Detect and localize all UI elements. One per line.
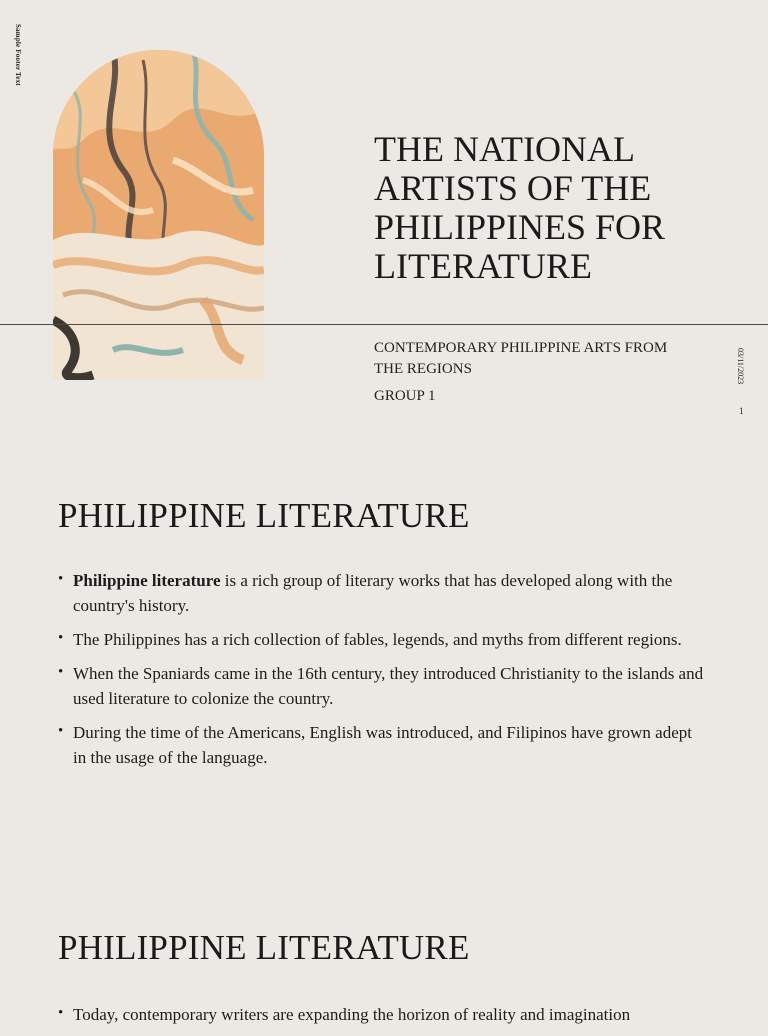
page-number: 1 [739,406,744,416]
list-item [58,720,708,770]
bullet-list [58,1002,708,1036]
divider-line [0,324,768,325]
footer-text-vertical: Sample Footer Text [14,24,22,86]
group-label: GROUP 1 [374,388,436,404]
title-slide [0,0,768,432]
slide-heading: PHILIPPINE LITERATURE [58,928,470,967]
subtitle: CONTEMPORARY PHILIPPINE ARTS FROM THE REGIONS [374,340,668,377]
list-item [58,661,708,711]
marble-artwork [53,50,264,380]
slide-heading: PHILIPPINE LITERATURE [58,496,470,535]
list-item [58,568,708,618]
list-item [58,627,708,652]
list-item-text: The Philippines has a rich collection of fables, legends, and myths from different regions. [73,630,682,649]
list-item-text: During the time of the Americans, English was introduced, and Filipinos have grown adept in the usage of the language. [73,723,692,767]
content-slide-2 [0,880,768,1024]
slide-date: 03/11/2023 [736,348,745,385]
list-item [58,1002,708,1027]
list-item-text: Today, contemporary writers are expanding the horizon of reality and imagination [73,1005,631,1024]
bold-term: Philippine literature [73,571,221,590]
bullet-list [58,568,708,779]
list-item-text: is a rich group of literary works that has developed along with the country's history. [73,571,673,615]
page-title: THE NATIONAL ARTISTS OF THE PHILIPPINES FOR LITERATURE [374,129,666,286]
list-item-text: When the Spaniards came in the 16th century, they introduced Christianity to the islands and used literature to colonize the country. [73,664,704,708]
content-slide-1 [0,440,768,872]
